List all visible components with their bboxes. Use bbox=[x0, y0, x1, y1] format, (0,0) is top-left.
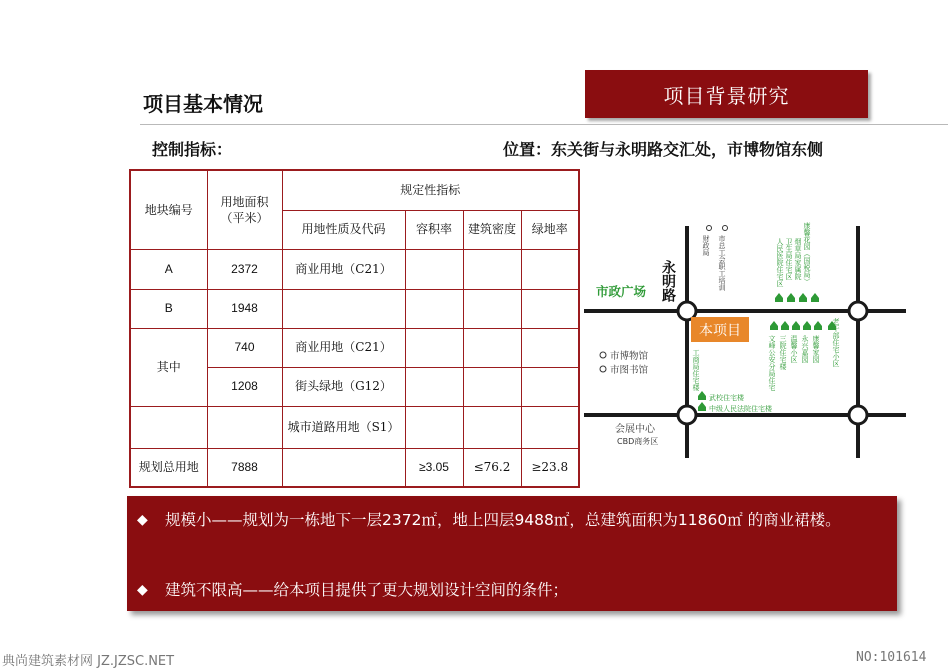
cell-density bbox=[463, 328, 521, 367]
location-text: 位置：东关街与永明路交汇处，市博物馆东侧 bbox=[503, 140, 824, 159]
residence-icons-north bbox=[775, 293, 819, 302]
cell-far bbox=[405, 249, 463, 289]
expo-label: 会展中心 bbox=[615, 424, 655, 435]
library-label: 市图书馆 bbox=[610, 365, 649, 376]
cell-green: ≥23.8 bbox=[521, 448, 579, 487]
poi-label: 永兴嘉园 bbox=[801, 335, 809, 363]
roundabout-icon bbox=[849, 406, 867, 424]
poi-label: 三院住宅楼 bbox=[779, 335, 787, 370]
cell-far bbox=[405, 328, 463, 367]
cell-green bbox=[521, 249, 579, 289]
cell-green bbox=[521, 289, 579, 328]
cell-density bbox=[463, 367, 521, 406]
diamond-bullet-icon: ◆ bbox=[137, 582, 148, 598]
residence-icons-south bbox=[770, 321, 836, 330]
cell-far bbox=[405, 406, 463, 448]
header-far: 容积率 bbox=[405, 210, 463, 249]
cell-green bbox=[521, 328, 579, 367]
cell-area: 740 bbox=[207, 328, 282, 367]
plaza-label: 市政广场 bbox=[596, 284, 647, 299]
poi-label: 中级人民法院住宅楼 bbox=[709, 405, 772, 413]
cell-area bbox=[207, 406, 282, 448]
poi-dot-icon bbox=[600, 366, 606, 372]
poi-dot-icon bbox=[600, 352, 606, 358]
cell-area: 2372 bbox=[207, 249, 282, 289]
project-label: 本项目 bbox=[699, 323, 741, 339]
table-row bbox=[130, 249, 579, 289]
poi-dot-icon bbox=[707, 226, 712, 231]
cell-area: 7888 bbox=[207, 448, 282, 487]
table-row bbox=[130, 328, 579, 367]
header-parcel-no: 地块编号 bbox=[130, 170, 207, 249]
cell-density bbox=[463, 289, 521, 328]
cell-far bbox=[405, 289, 463, 328]
roundabout-icon bbox=[849, 302, 867, 320]
page-title: 项目基本情况 bbox=[143, 92, 263, 116]
watermark-left: 典尚建筑素材网 JZ.JZSC.NET bbox=[2, 654, 175, 669]
location-map bbox=[584, 218, 914, 458]
cell-green bbox=[521, 367, 579, 406]
poi-label: 文峰公安分局住宅 bbox=[768, 335, 776, 391]
cell-far bbox=[405, 367, 463, 406]
cbd-label: CBD商务区 bbox=[617, 437, 659, 446]
cell-landuse: 商业用地（C21） bbox=[282, 249, 405, 289]
header-indicator-group: 规定性指标 bbox=[282, 170, 579, 210]
table-row-total bbox=[130, 448, 579, 487]
museum-label: 市博物馆 bbox=[610, 351, 649, 362]
poi-label: 武校住宅楼 bbox=[709, 394, 744, 402]
poi-label: 烟草局家属院 bbox=[794, 238, 802, 280]
poi-label: 市总工会职工培训 bbox=[718, 235, 726, 291]
cell-green bbox=[521, 406, 579, 448]
cell-parcel: 其中 bbox=[130, 328, 207, 406]
bullet-text: 建筑不限高——给本项目提供了更大规划设计空间的条件； bbox=[165, 581, 569, 599]
cell-parcel bbox=[130, 406, 207, 448]
cell-parcel: B bbox=[130, 289, 207, 328]
cell-density bbox=[463, 249, 521, 289]
cell-density: ≤76.2 bbox=[463, 448, 521, 487]
cell-area: 1948 bbox=[207, 289, 282, 328]
watermark-right: NO:101614 bbox=[856, 650, 927, 665]
cell-far: ≥3.05 bbox=[405, 448, 463, 487]
header-density: 建筑密度 bbox=[463, 210, 521, 249]
cell-landuse: 商业用地（C21） bbox=[282, 328, 405, 367]
planning-indicators-table bbox=[129, 169, 580, 488]
header-landuse: 用地性质及代码 bbox=[282, 210, 405, 249]
poi-dot-icon bbox=[723, 226, 728, 231]
summary-box bbox=[127, 496, 897, 611]
cell-area: 1208 bbox=[207, 367, 282, 406]
table-row bbox=[130, 289, 579, 328]
poi-label: 工商局住宅楼 bbox=[692, 349, 700, 391]
section-banner: 项目背景研究 bbox=[585, 70, 868, 118]
header-divider bbox=[140, 124, 948, 125]
table-header-row bbox=[130, 170, 579, 210]
poi-label: 康馨家园 bbox=[812, 335, 820, 363]
poi-label: 温馨小区 bbox=[790, 335, 798, 363]
cell-parcel: 规划总用地 bbox=[130, 448, 207, 487]
poi-label: 老干部住宅小区 bbox=[832, 318, 840, 367]
header-area: 用地面积（平米） bbox=[207, 170, 282, 249]
road-name-yongming: 永明路 bbox=[660, 260, 676, 302]
control-indicators-label: 控制指标： bbox=[152, 140, 233, 159]
poi-label: 财政局 bbox=[702, 235, 710, 256]
residence-icons-bottom bbox=[698, 391, 706, 411]
cell-parcel: A bbox=[130, 249, 207, 289]
roundabout-icon bbox=[678, 406, 696, 424]
diamond-bullet-icon: ◆ bbox=[137, 512, 148, 528]
cell-landuse bbox=[282, 289, 405, 328]
bullet-text: 规模小——规划为一栋地下一层2372㎡，地上四层9488㎡，总建筑面积为11860㎡ 的商业裙楼。 bbox=[165, 511, 841, 529]
cell-density bbox=[463, 406, 521, 448]
poi-label: 人民医院住宅区 bbox=[776, 238, 784, 287]
bullet-item bbox=[137, 506, 885, 535]
poi-label: 卫生局住宅区 bbox=[785, 238, 793, 280]
header-green: 绿地率 bbox=[521, 210, 579, 249]
cell-landuse bbox=[282, 448, 405, 487]
bullet-item bbox=[137, 576, 885, 605]
table-row bbox=[130, 406, 579, 448]
cell-landuse: 街头绿地（G12） bbox=[282, 367, 405, 406]
poi-label: 康馨花园（国税局） bbox=[803, 222, 811, 285]
cell-landuse: 城市道路用地（S1） bbox=[282, 406, 405, 448]
